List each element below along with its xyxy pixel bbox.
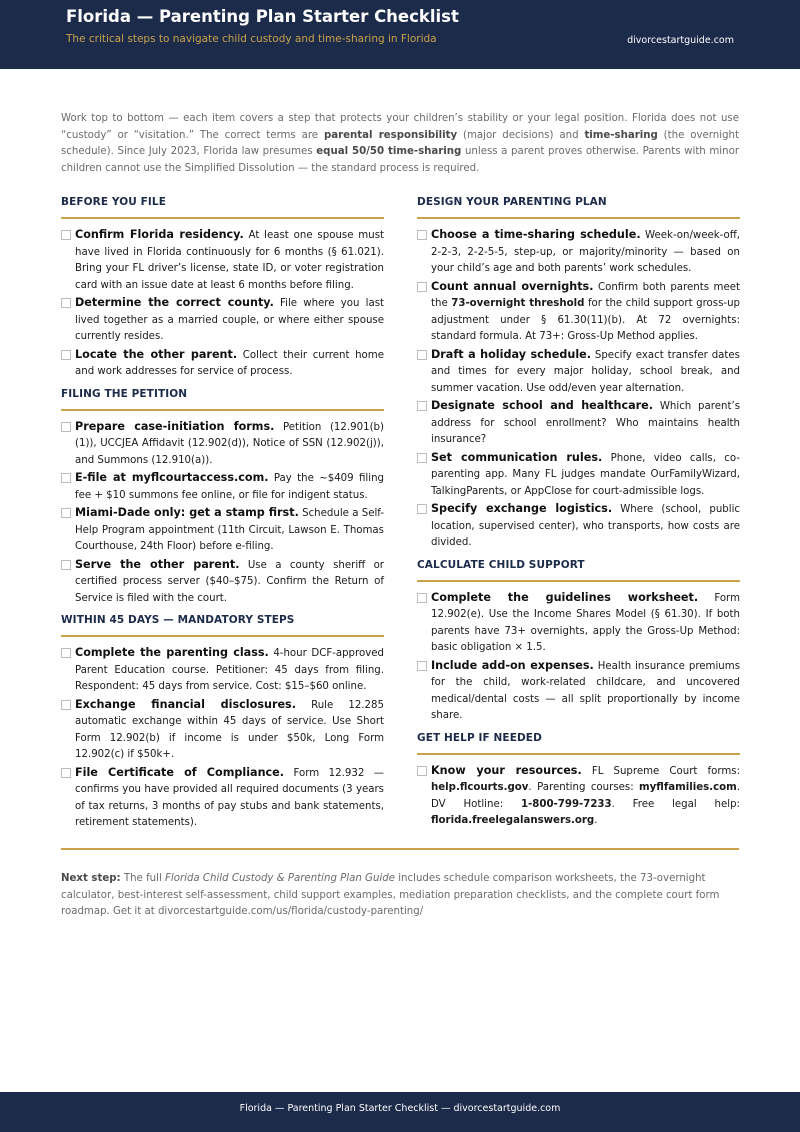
checkbox[interactable] [417, 230, 427, 240]
intro-text: Work top to bottom — each item covers a step that protects your children’s stability or your legal position. Florida does not use “custody” or “visitation.” The correct terms are [61, 113, 739, 141]
item-text: At least one spouse must have lived in Florida continuously for 6 months (§ 61.021). Bring your FL driver’s license, state ID, or voter registration card with an issue date at least 6 months before filing. [75, 230, 384, 291]
item-lead: File Certificate of Compliance. [75, 765, 285, 779]
checkbox[interactable] [61, 230, 71, 240]
resource-link-flcourts[interactable]: help.flcourts.gov [431, 782, 529, 793]
item-text: Confirm both parents meet the [431, 281, 740, 309]
checklist-item [417, 347, 740, 398]
item-text: . Free legal help: [611, 798, 740, 810]
item-lead: Serve the other parent. [75, 557, 240, 571]
item-lead: Know your resources. [431, 763, 582, 777]
checklist-item [61, 645, 384, 696]
checkbox[interactable] [417, 401, 427, 411]
section-title-design-parenting-plan: DESIGN YOUR PARENTING PLAN [417, 194, 740, 219]
item-text: Use a county sheriff or certified process server ($40–$75). Confirm the Return of Service is filed with the court. [75, 559, 384, 604]
checkbox[interactable] [61, 700, 71, 710]
right-column [417, 194, 740, 831]
checklist-item [61, 697, 384, 764]
next-step-label: Next step: [61, 873, 121, 884]
checklist-item [417, 658, 740, 725]
checkbox[interactable] [417, 282, 427, 292]
checkbox[interactable] [61, 350, 71, 360]
item-text: Rule 12.285 automatic exchange within 45 days of service. Use Short Form 12.902(b) if income is under $50k, Long Form 12.902(c) if $50k+. [75, 699, 384, 760]
item-text: Petition (12.901(b)(1)), UCCJEA Affidavit (12.902(d)), Notice of SSN (12.902(j)), and Summons (12.910(a)). [75, 421, 384, 466]
item-text: . Parenting courses: [528, 782, 640, 793]
section-title-before-you-file: BEFORE YOU FILE [61, 194, 384, 219]
item-lead: Draft a holiday schedule. [431, 347, 591, 361]
item-lead: Set communication rules. [431, 450, 603, 464]
intro-paragraph [61, 111, 739, 177]
next-step-text: The full [120, 873, 166, 884]
resource-link-myflfamilies[interactable]: myflfamilies.com [639, 782, 737, 793]
item-text: Form 12.902(e). Use the Income Shares Model (§ 61.30). If both parents have 73+ overnights, apply the Gross-Up Method: basic obligation × 1.5. [431, 592, 740, 653]
section-divider [61, 848, 739, 850]
item-lead: Count annual overnights. [431, 279, 594, 293]
item-lead: Locate the other parent. [75, 347, 238, 361]
item-text: . [594, 815, 598, 826]
item-text: Collect their current home and work addresses for service of process. [75, 349, 384, 377]
item-lead: Choose a time-sharing schedule. [431, 228, 641, 241]
checklist-item [61, 557, 384, 608]
checklist-item [61, 227, 384, 294]
checkbox[interactable] [417, 766, 427, 776]
section-title-calculate-child-support: CALCULATE CHILD SUPPORT [417, 557, 740, 582]
item-lead: Complete the guidelines worksheet. [431, 590, 699, 604]
item-text: Where (school, public location, supervised center), who transports, how costs are divided. [431, 504, 740, 548]
left-column [61, 194, 384, 833]
item-lead: Designate school and healthcare. [431, 399, 654, 412]
next-step-text: includes schedule comparison worksheets, the 73-overnight calculator, best-interest self-assessment, child support examples, mediation preparation checklists, and the complete court form roadmap. Get it at divorcestartguide.com/us/florida/custody-parenting/ [61, 873, 720, 917]
checklist-item [417, 501, 740, 552]
intro-text: unless a parent proves otherwise. Parents with minor children cannot use the Simplified Dissolution — the standard process is required. [61, 146, 740, 174]
dv-hotline-number: 1-800-799-7233 [520, 798, 612, 810]
intro-text: (major decisions) and [457, 129, 585, 141]
checkbox[interactable] [61, 768, 71, 778]
checkbox[interactable] [417, 661, 427, 671]
item-lead: Specify exchange logistics. [431, 502, 613, 515]
footer-text: Florida — Parenting Plan Starter Checklist — divorcestartguide.com [239, 1103, 561, 1114]
item-lead: Complete the parenting class. [75, 646, 269, 659]
item-text: 4-hour DCF-approved Parent Education course. Petitioner: 45 days from filing. Respondent: 45 days from service. Cost: $15–$60 online. [75, 648, 384, 692]
intro-term-equal-time-sharing: equal 50/50 time-sharing [316, 146, 462, 157]
intro-text: (the overnight schedule). Since July 2023, Florida law presumes [61, 129, 739, 157]
page-title: Florida — Parenting Plan Starter Checklist [66, 7, 459, 26]
checkbox[interactable] [417, 350, 427, 360]
checkbox[interactable] [61, 560, 71, 570]
checklist-item [417, 450, 740, 501]
checklist-item [61, 765, 384, 832]
item-text: Form 12.932 — confirms you have provided all required documents (3 years of tax returns, 3 months of pay stubs and bank statements, retirement statements). [75, 767, 384, 828]
checkbox[interactable] [61, 422, 71, 432]
page-header [0, 0, 800, 69]
item-text: Which parent’s address for school enrollment? Who maintains health insurance? [431, 401, 740, 445]
item-text: Pay the ~$409 filing fee + $10 summons fee online, or file for indigent status. [75, 473, 384, 501]
checkbox[interactable] [417, 504, 427, 514]
item-text: Phone, video calls, co-parenting app. Many FL judges mandate OurFamilyWizard, TalkingParents, or AppClose for court-admissible logs. [431, 452, 740, 497]
intro-term-time-sharing: time-sharing [584, 129, 658, 141]
checklist-item [417, 590, 740, 657]
checklist-item [61, 470, 384, 504]
section-title-within-45-days: WITHIN 45 DAYS — MANDATORY STEPS [61, 612, 384, 637]
item-text: Week-on/week-off, 2-2-3, 2-2-5-5, step-up, or majority/minority — based on your child’s age and both parents’ work schedules. [431, 230, 740, 274]
item-text: File where you last lived together as a married couple, or where either spouse currently resides. [75, 298, 384, 342]
checklist-item [417, 763, 740, 830]
checkbox[interactable] [417, 593, 427, 603]
item-bold-term: 73-overnight threshold [451, 298, 585, 309]
checklist-item [61, 295, 384, 346]
page-subtitle: The critical steps to navigate child custody and time-sharing in Florida [66, 33, 437, 45]
item-text: Specify exact transfer dates and times for every major holiday, school break, and summer vacation. Use odd/even year alternation. [431, 349, 740, 394]
item-text: . DV Hotline: [431, 782, 740, 810]
header-site-url: divorcestartguide.com [627, 35, 734, 46]
section-title-filing-the-petition: FILING THE PETITION [61, 386, 384, 411]
page-footer [0, 1092, 800, 1132]
item-text: Health insurance premiums for the child, work-related childcare, and uncovered medical/dental costs — all split proportionally by income share. [431, 660, 740, 721]
checkbox[interactable] [61, 508, 71, 518]
checkbox[interactable] [61, 648, 71, 658]
item-lead: Determine the correct county. [75, 296, 274, 309]
item-lead: E-file at myflcourtaccess.com. [75, 471, 269, 484]
item-text: Schedule a Self-Help Program appointment (11th Circuit, Lawson E. Thomas Courthouse, 24th Floor) before e-filing. [75, 508, 385, 552]
section-title-get-help: GET HELP IF NEEDED [417, 730, 740, 755]
item-text: for the child support gross-up adjustment under § 61.30(11)(b). At 72 overnights: standard formula. At 73+: Gross-Up Method applies. [431, 298, 740, 342]
checklist-item [417, 279, 740, 346]
item-lead: Include add-on expenses. [431, 658, 594, 672]
item-lead: Confirm Florida residency. [75, 228, 244, 241]
checklist-item [417, 398, 740, 449]
resource-link-freelegalanswers[interactable]: florida.freelegalanswers.org [431, 815, 595, 826]
checkbox[interactable] [61, 473, 71, 483]
checkbox[interactable] [417, 453, 427, 463]
intro-term-parental-responsibility: parental responsibility [323, 129, 458, 141]
checklist-item [417, 227, 740, 278]
item-lead: Exchange financial disclosures. [75, 697, 296, 711]
item-text: FL Supreme Court forms: [581, 765, 740, 777]
item-lead: Prepare case-initiation forms. [75, 419, 275, 433]
checklist-item [61, 419, 384, 470]
checkbox[interactable] [61, 298, 71, 308]
item-lead: Miami-Dade only: get a stamp first. [75, 506, 299, 519]
checklist-item [61, 347, 384, 381]
next-step-paragraph [61, 871, 739, 921]
guide-title: Florida Child Custody & Parenting Plan Guide [165, 873, 395, 884]
checklist-item [61, 505, 384, 556]
